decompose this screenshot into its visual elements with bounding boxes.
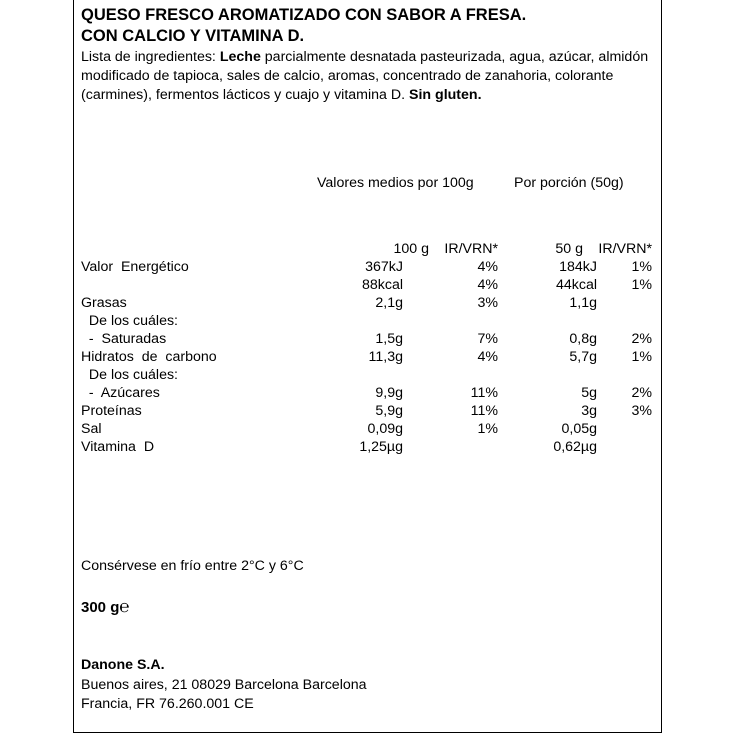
percent-per-100g: 3% (477, 295, 498, 311)
percent-per-portion: 2% (631, 385, 652, 401)
table-row (74, 258, 663, 276)
value-per-100g: 9,9g (375, 385, 403, 401)
storage-instructions: Consérvese en frío entre 2°C y 6°C (81, 558, 304, 574)
value-per-100g: 0,09g (367, 421, 403, 437)
value-per-portion: 5,7g (569, 349, 597, 365)
header-per-100g: Valores medios por 100g (317, 175, 474, 191)
nutrient-name: Grasas (81, 295, 127, 311)
title-line-2: CON CALCIO Y VITAMINA D. (81, 27, 305, 45)
nutrient-name: - Azúcares (81, 385, 160, 401)
table-row (74, 330, 663, 348)
value-per-portion: 0,05g (561, 421, 597, 437)
nutrient-name: Vitamina D (81, 439, 155, 455)
percent-per-100g: 1% (477, 421, 498, 437)
table-row (74, 348, 663, 366)
percent-per-portion: 1% (631, 277, 652, 293)
value-per-100g: 367kJ (365, 259, 403, 275)
company-name: Danone S.A. (81, 657, 165, 673)
value-per-portion: 1,1g (569, 295, 597, 311)
ingredients-list (81, 48, 656, 105)
col-50g: 50 g (555, 241, 583, 257)
address-line-1: Buenos aires, 21 08029 Barcelona Barcelona (81, 677, 367, 693)
percent-per-100g: 7% (477, 331, 498, 347)
ingredients-text: parcialmente desnatada pasteurizada, agua, azúcar, almidón modificado de tapioca, sales de calcio, aromas, concentrado de zanahoria, colorante (carmines), fermentos lácticos y cuajo y vitamina D. (81, 49, 649, 103)
table-row (74, 438, 663, 456)
value-per-portion: 184kJ (559, 259, 597, 275)
nutrition-label (73, 0, 662, 733)
percent-per-100g: 4% (477, 259, 498, 275)
column-headers (74, 240, 663, 258)
value-per-100g: 1,5g (375, 331, 403, 347)
product-title (81, 5, 526, 47)
nutrient-name: Sal (81, 421, 102, 437)
percent-per-portion: 2% (631, 331, 652, 347)
ingredient-bold-leche: Leche (219, 49, 261, 65)
nutrient-name: Proteínas (81, 403, 142, 419)
weight-value: 300 g (81, 599, 120, 616)
table-row (74, 384, 663, 402)
col-100g: 100 g (393, 241, 429, 257)
title-line-1: QUESO FRESCO AROMATIZADO CON SABOR A FRESA. (81, 6, 527, 24)
value-per-portion: 3g (581, 403, 597, 419)
percent-per-100g: 11% (470, 385, 498, 401)
table-row (74, 366, 663, 384)
col-ir-vrn-1: IR/VRN* (444, 241, 498, 257)
value-per-portion: 5g (581, 385, 597, 401)
nutrient-name: De los cuáles: (81, 367, 178, 383)
percent-per-100g: 4% (477, 349, 498, 365)
percent-per-100g: 11% (470, 403, 498, 419)
value-per-portion: 44kcal (555, 277, 597, 293)
nutrient-name: - Saturadas (81, 331, 167, 347)
nutrient-name: Valor Energético (81, 259, 189, 275)
value-per-portion: 0,62µg (553, 439, 597, 455)
value-per-portion: 0,8g (569, 331, 597, 347)
value-per-100g: 88kcal (361, 277, 403, 293)
percent-per-100g: 4% (477, 277, 498, 293)
table-row (74, 276, 663, 294)
percent-per-portion: 1% (631, 349, 652, 365)
value-per-100g: 1,25µg (359, 439, 403, 455)
percent-per-portion: 3% (631, 403, 652, 419)
table-row (74, 312, 663, 330)
ingredients-label: Lista de ingredientes: (81, 49, 216, 65)
nutrient-name: De los cuáles: (81, 313, 178, 329)
net-weight (81, 597, 130, 617)
address-line-2: Francia, FR 76.260.001 CE (81, 696, 254, 712)
table-row (74, 294, 663, 312)
value-per-100g: 2,1g (375, 295, 403, 311)
table-row (74, 402, 663, 420)
header-per-portion: Por porción (50g) (514, 175, 624, 191)
percent-per-portion: 1% (631, 259, 652, 275)
gluten-free-note: Sin gluten. (409, 87, 482, 103)
col-ir-vrn-2: IR/VRN* (598, 241, 652, 257)
value-per-100g: 11,3g (368, 349, 403, 365)
value-per-100g: 5,9g (375, 403, 403, 419)
nutrient-name: Hidratos de carbono (81, 349, 217, 365)
table-row (74, 420, 663, 438)
estimated-sign-icon: ℮ (119, 597, 130, 616)
